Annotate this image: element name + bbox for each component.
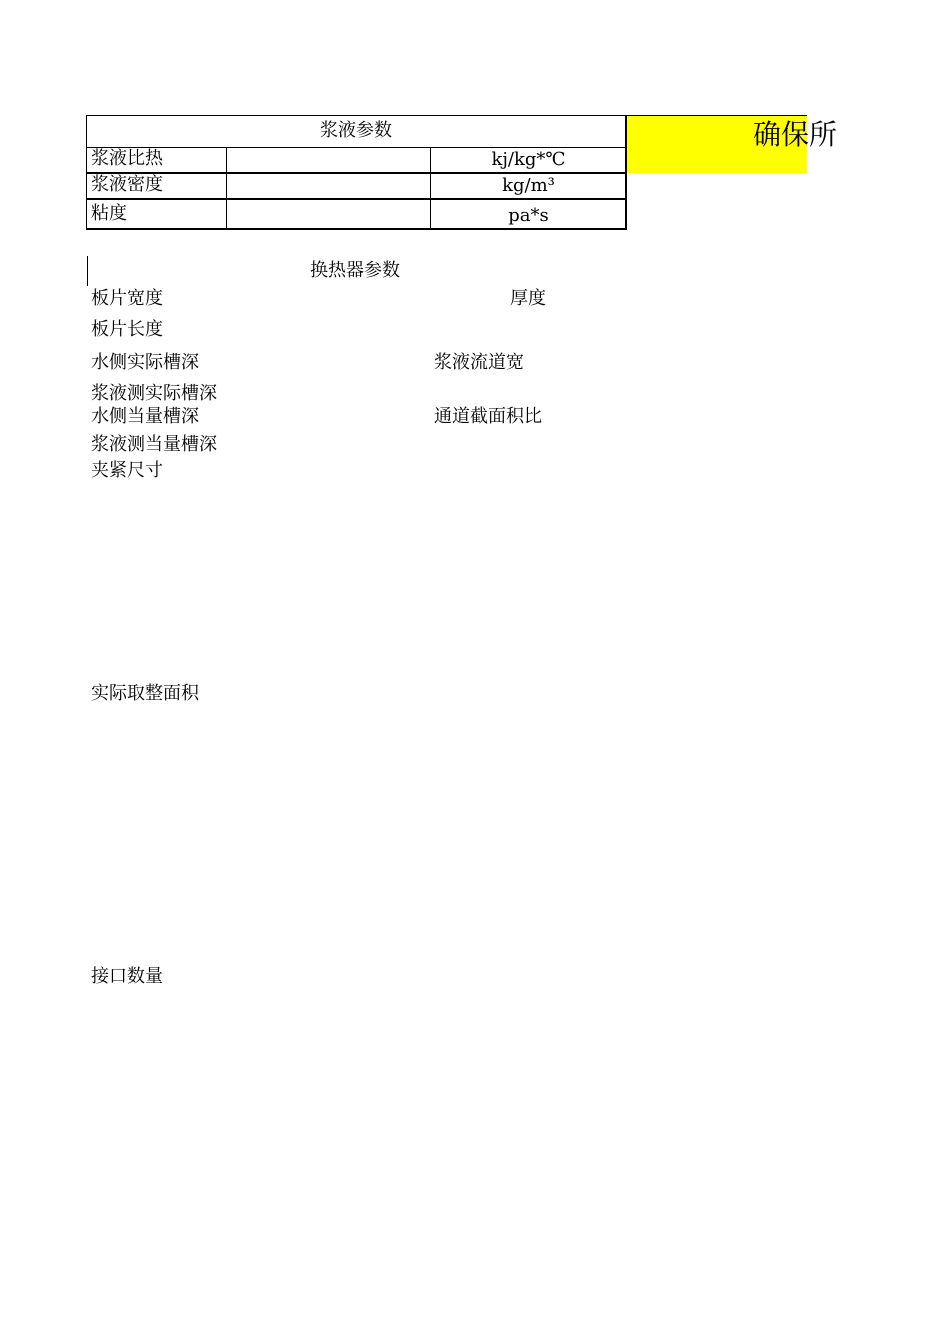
unit-specific-heat: kj/kg*℃ bbox=[491, 149, 566, 170]
table-row-divider bbox=[86, 147, 626, 148]
label-port-count: 接口数量 bbox=[91, 966, 163, 987]
cell-cursor bbox=[87, 256, 88, 286]
label-section-ratio: 通道截面积比 bbox=[434, 406, 542, 427]
banner-text: 确保所 bbox=[753, 118, 838, 151]
label-plate-length: 板片长度 bbox=[91, 319, 163, 340]
table-col-divider bbox=[226, 147, 227, 230]
table-border-top bbox=[86, 115, 626, 116]
label-plate-width: 板片宽度 bbox=[91, 288, 163, 309]
row-label-viscosity: 粘度 bbox=[91, 203, 127, 224]
exchanger-section-title: 换热器参数 bbox=[310, 260, 400, 281]
label-slurry-actual-depth: 浆液测实际槽深 bbox=[91, 383, 217, 404]
unit-viscosity: pa*s bbox=[508, 205, 549, 226]
row-label-specific-heat: 浆液比热 bbox=[91, 148, 163, 169]
row-label-density: 浆液密度 bbox=[91, 174, 163, 195]
unit-density: kg/m³ bbox=[502, 175, 555, 196]
label-slurry-channel-width: 浆液流道宽 bbox=[434, 352, 524, 373]
label-water-actual-depth: 水侧实际槽深 bbox=[91, 352, 199, 373]
table-row-divider bbox=[86, 198, 626, 200]
table-title: 浆液参数 bbox=[320, 120, 392, 141]
label-slurry-equiv-depth: 浆液测当量槽深 bbox=[91, 434, 217, 455]
table-row-divider bbox=[86, 172, 626, 174]
label-clamp-size: 夹紧尺寸 bbox=[91, 460, 163, 481]
slurry-parameters-table bbox=[86, 115, 626, 230]
label-actual-area: 实际取整面积 bbox=[91, 683, 199, 704]
table-border-bottom bbox=[86, 228, 626, 230]
label-thickness: 厚度 bbox=[510, 288, 546, 309]
label-water-equiv-depth: 水侧当量槽深 bbox=[91, 406, 199, 427]
